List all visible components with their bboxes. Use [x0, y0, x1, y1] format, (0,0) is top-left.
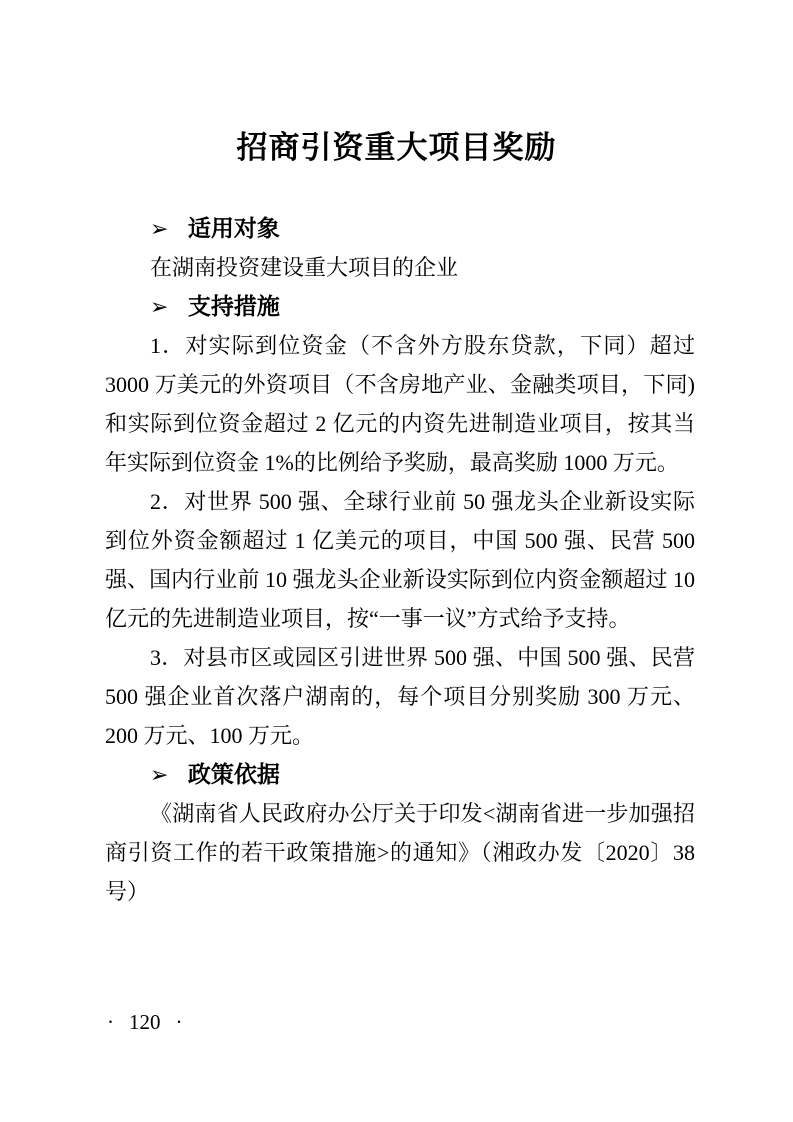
- document-body: [105, 209, 695, 911]
- section-heading-label: 政策依据: [187, 761, 280, 787]
- footer-dot-left: ·: [107, 1010, 114, 1034]
- section-heading-applicable-targets: [150, 209, 695, 248]
- footer-page-number: 120: [129, 1010, 161, 1034]
- section-heading-policy-basis: [150, 755, 695, 794]
- section-heading-label: 适用对象: [187, 215, 280, 241]
- paragraph-measure-3: 3．对县市区或园区引进世界 500 强、中国 500 强、民营 500 强企业首次落户湖南的，每个项目分别奖励 300 万元、200 万元、100 万元。: [105, 645, 695, 748]
- paragraph-measure-2: 2．对世界 500 强、全球行业前 50 强龙头企业新设实际到位外资金额超过 1 亿美元的项目，中国 500 强、民营 500 强、国内行业前 10 强龙头企业新设实际到位内资金额超过 10 亿元的先进制造业项目，按“一事一议”方式给予支持。: [105, 489, 695, 631]
- footer-dot-right: ·: [175, 1010, 183, 1034]
- arrow-bullet-icon: ➢: [150, 216, 169, 241]
- arrow-bullet-icon: ➢: [150, 294, 169, 319]
- page-number: [107, 1006, 183, 1038]
- page-title: 招商引资重大项目奖励: [236, 130, 557, 165]
- paragraph-policy-basis: 《湖南省人民政府办公厅关于印发<湖南省进一步加强招商引资工作的若干政策措施>的通知》（湘政办发〔2020〕38 号）: [105, 801, 695, 904]
- section-heading-support-measures: [150, 287, 695, 326]
- arrow-bullet-icon: ➢: [150, 762, 169, 787]
- section-heading-label: 支持措施: [187, 293, 280, 319]
- paragraph-applicable-targets: 在湖南投资建设重大项目的企业: [150, 255, 459, 280]
- paragraph-measure-1: 1．对实际到位资金（不含外方股东贷款，下同）超过 3000 万美元的外资项目（不含房地产业、金融类项目，下同)和实际到位资金超过 2 亿元的内资先进制造业项目，按其当年实际到位资金 1%的比例给予奖励，最高奖励 1000 万元。: [105, 333, 695, 475]
